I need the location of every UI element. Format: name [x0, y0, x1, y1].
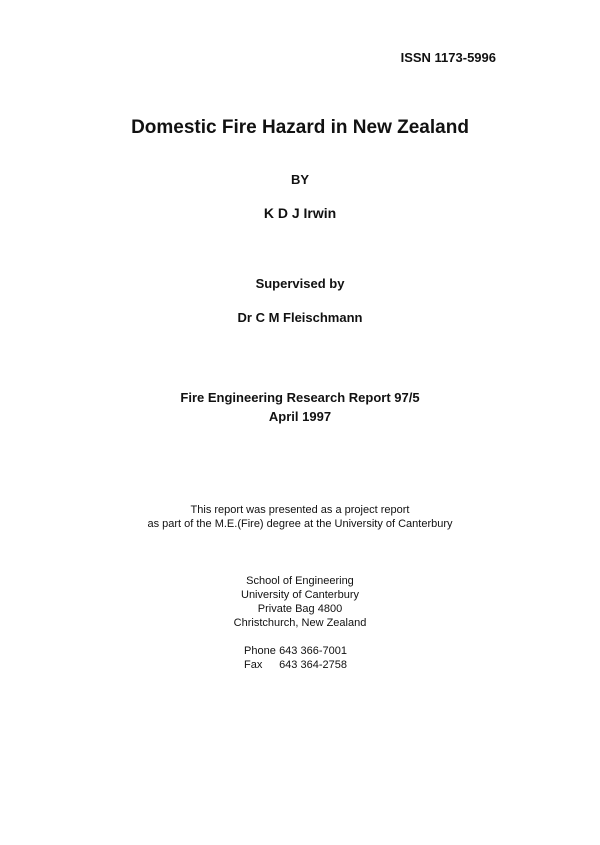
report-series: Fire Engineering Research Report 97/5	[180, 390, 420, 405]
address-line-4: Christchurch, New Zealand	[233, 617, 367, 629]
by-label: BY	[290, 172, 310, 187]
report-date: April 1997	[268, 409, 332, 424]
presentation-line-1: This report was presented as a project report	[190, 504, 410, 516]
phone-number: 643 366-7001	[279, 645, 347, 657]
author-name: K D J Irwin	[263, 205, 337, 221]
document-title: Domestic Fire Hazard in New Zealand	[131, 117, 469, 138]
phone-row	[244, 645, 347, 659]
issn-number: ISSN 1173-5996	[400, 50, 496, 65]
phone-label: Phone	[244, 645, 276, 657]
presentation-line-2: as part of the M.E.(Fire) degree at the University of Canterbury	[147, 518, 453, 530]
address-line-2: University of Canterbury	[241, 589, 359, 601]
fax-row	[244, 659, 347, 673]
fax-number: 643 364-2758	[279, 659, 347, 671]
address-line-3: Private Bag 4800	[257, 603, 343, 615]
fax-label: Fax	[244, 659, 263, 671]
supervisor-name: Dr C M Fleischmann	[237, 310, 363, 325]
contact-block	[244, 645, 347, 673]
address-line-1: School of Engineering	[246, 575, 354, 587]
supervised-by-label: Supervised by	[255, 276, 345, 291]
